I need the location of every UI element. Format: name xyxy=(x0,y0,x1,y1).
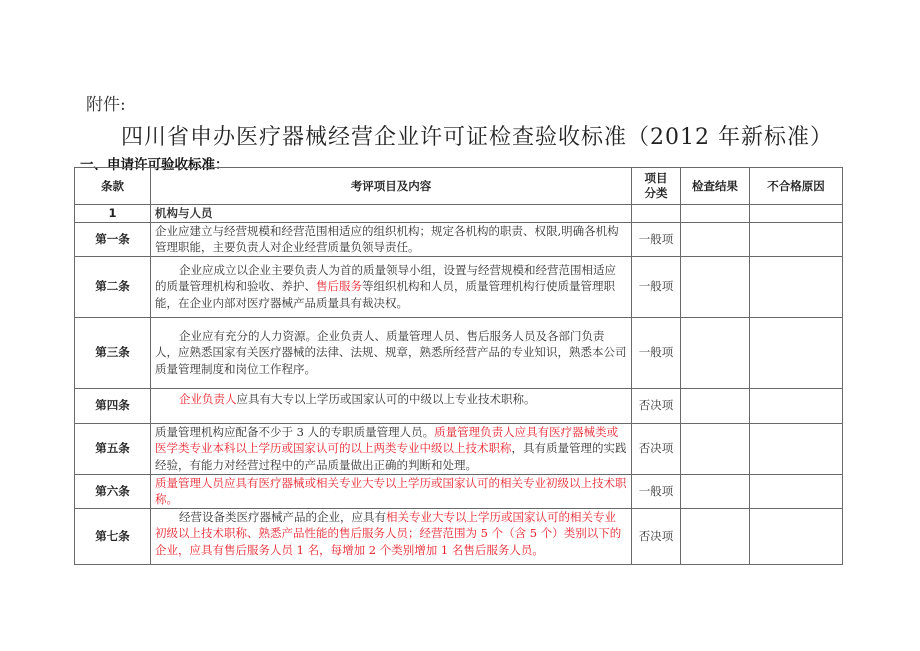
table-row xyxy=(75,317,843,388)
inspection-result-cell[interactable] xyxy=(681,423,750,474)
clause-label: 第六条 xyxy=(75,474,151,508)
clause-content xyxy=(151,256,632,317)
inspection-result-cell[interactable] xyxy=(681,388,750,423)
col-header-content: 考评项目及内容 xyxy=(151,168,632,205)
document-title: 四川省申办医疗器械经营企业许可证检查验收标准（2012 年新标准） xyxy=(121,125,833,150)
table-row xyxy=(75,423,843,474)
clause-label: 第二条 xyxy=(75,256,151,317)
clause-label: 第四条 xyxy=(75,388,151,423)
nonconformity-reason-cell[interactable] xyxy=(750,423,843,474)
col-header-reason: 不合格原因 xyxy=(750,168,843,205)
col-header-category-line2: 分类 xyxy=(644,186,668,200)
highlighted-requirement-text: 质量管理人员应具有医疗器械或相关专业大专以上学历或国家认可的相关专业初级以上技术职称。 xyxy=(155,475,627,506)
section-row xyxy=(75,205,843,223)
requirement-text: 企业应有充分的人力资源。企业负责人、质量管理人员、售后服务人员及各部门负责人，应熟悉国家有关医疗器械的法律、法规、规章，熟悉所经营产品的专业知识，熟悉本公司质量管理制度和岗位工作程序。 xyxy=(155,328,627,376)
standards-table xyxy=(74,167,843,565)
nonconformity-reason-cell[interactable] xyxy=(750,256,843,317)
inspection-result-cell[interactable] xyxy=(681,508,750,564)
section-result-cell[interactable] xyxy=(681,205,750,223)
category-value: 一般项 xyxy=(632,222,681,256)
requirement-text: 应具有大专以上学历或国家认可的中级以上专业技术职称。 xyxy=(236,391,536,406)
clause-content xyxy=(151,474,632,508)
clause-label: 第三条 xyxy=(75,317,151,388)
table-row xyxy=(75,474,843,508)
clause-content xyxy=(151,317,632,388)
clause-content xyxy=(151,222,632,256)
col-header-category xyxy=(632,168,681,205)
category-value: 一般项 xyxy=(632,474,681,508)
category-value: 否决项 xyxy=(632,388,681,423)
inspection-result-cell[interactable] xyxy=(681,474,750,508)
category-value: 否决项 xyxy=(632,423,681,474)
highlighted-requirement-text: 售后服务 xyxy=(316,279,362,294)
requirement-text: ，具有质量管理的实践经验，有能力对经营过程中的产品质量做出正确的判断和处理。 xyxy=(155,441,627,472)
attachment-label: 附件: xyxy=(86,95,126,115)
category-value: 一般项 xyxy=(632,256,681,317)
col-header-category-line1: 项目 xyxy=(644,171,668,185)
nonconformity-reason-cell[interactable] xyxy=(750,474,843,508)
table-row xyxy=(75,508,843,564)
clause-label: 第一条 xyxy=(75,222,151,256)
clause-label: 第七条 xyxy=(75,508,151,564)
table-header-row xyxy=(75,168,843,205)
category-value: 一般项 xyxy=(632,317,681,388)
requirement-text: 企业应成立以企业主要负责人为首的质量领导小组，设置与经营规模和经营范围相适应的质量管理机构和验收、养护、 xyxy=(155,262,616,294)
clause-content xyxy=(151,508,632,564)
highlighted-requirement-text: 质量管理负责人应具有医疗器械类或医学类专业本科以上学历或国家认可的以上两类专业中级以上技术职称 xyxy=(155,424,619,456)
section-title: 机构与人员 xyxy=(151,205,632,223)
clause-content xyxy=(151,388,632,423)
clause-content xyxy=(151,423,632,474)
requirement-text: 企业应建立与经营规模和经营范围相适应的组织机构；规定各机构的职责、权限,明确各机构管理职能，主要负责人对企业经营质量负领导责任。 xyxy=(155,223,619,254)
inspection-result-cell[interactable] xyxy=(681,256,750,317)
inspection-result-cell[interactable] xyxy=(681,317,750,388)
table-row xyxy=(75,256,843,317)
requirement-text: 质量管理机构应配备不少于 3 人的专职质量管理人员。 xyxy=(155,424,435,439)
section-number: 1 xyxy=(75,205,151,223)
section-reason-cell[interactable] xyxy=(750,205,843,223)
highlighted-requirement-text: 相关专业大专以上学历或国家认可的相关专业初级以上技术职称、熟悉产品性能的售后服务人员；经营范围为 5 个（含 5 个）类别以下的企业，应具有售后服务人员 1 名，每增加 2 个类别增加 1 名售后服务人员。 xyxy=(155,509,622,557)
requirement-text: 等组织机构和人员，质量管理机构行使质量管理职能，在企业内部对医疗器械产品质量具有裁决权。 xyxy=(155,279,615,310)
nonconformity-reason-cell[interactable] xyxy=(750,317,843,388)
col-header-clause: 条款 xyxy=(75,168,151,205)
nonconformity-reason-cell[interactable] xyxy=(750,388,843,423)
clause-label: 第五条 xyxy=(75,423,151,474)
section-category-cell xyxy=(632,205,681,223)
section-heading: 一、申请许可验收标准： xyxy=(80,157,229,173)
nonconformity-reason-cell[interactable] xyxy=(750,508,843,564)
inspection-result-cell[interactable] xyxy=(681,222,750,256)
highlighted-requirement-text: 企业负责人 xyxy=(179,391,237,406)
requirement-text: 经营设备类医疗器械产品的企业，应具有 xyxy=(179,509,386,524)
category-value: 否决项 xyxy=(632,508,681,564)
table-row xyxy=(75,388,843,423)
nonconformity-reason-cell[interactable] xyxy=(750,222,843,256)
col-header-result: 检查结果 xyxy=(681,168,750,205)
table-row xyxy=(75,222,843,256)
